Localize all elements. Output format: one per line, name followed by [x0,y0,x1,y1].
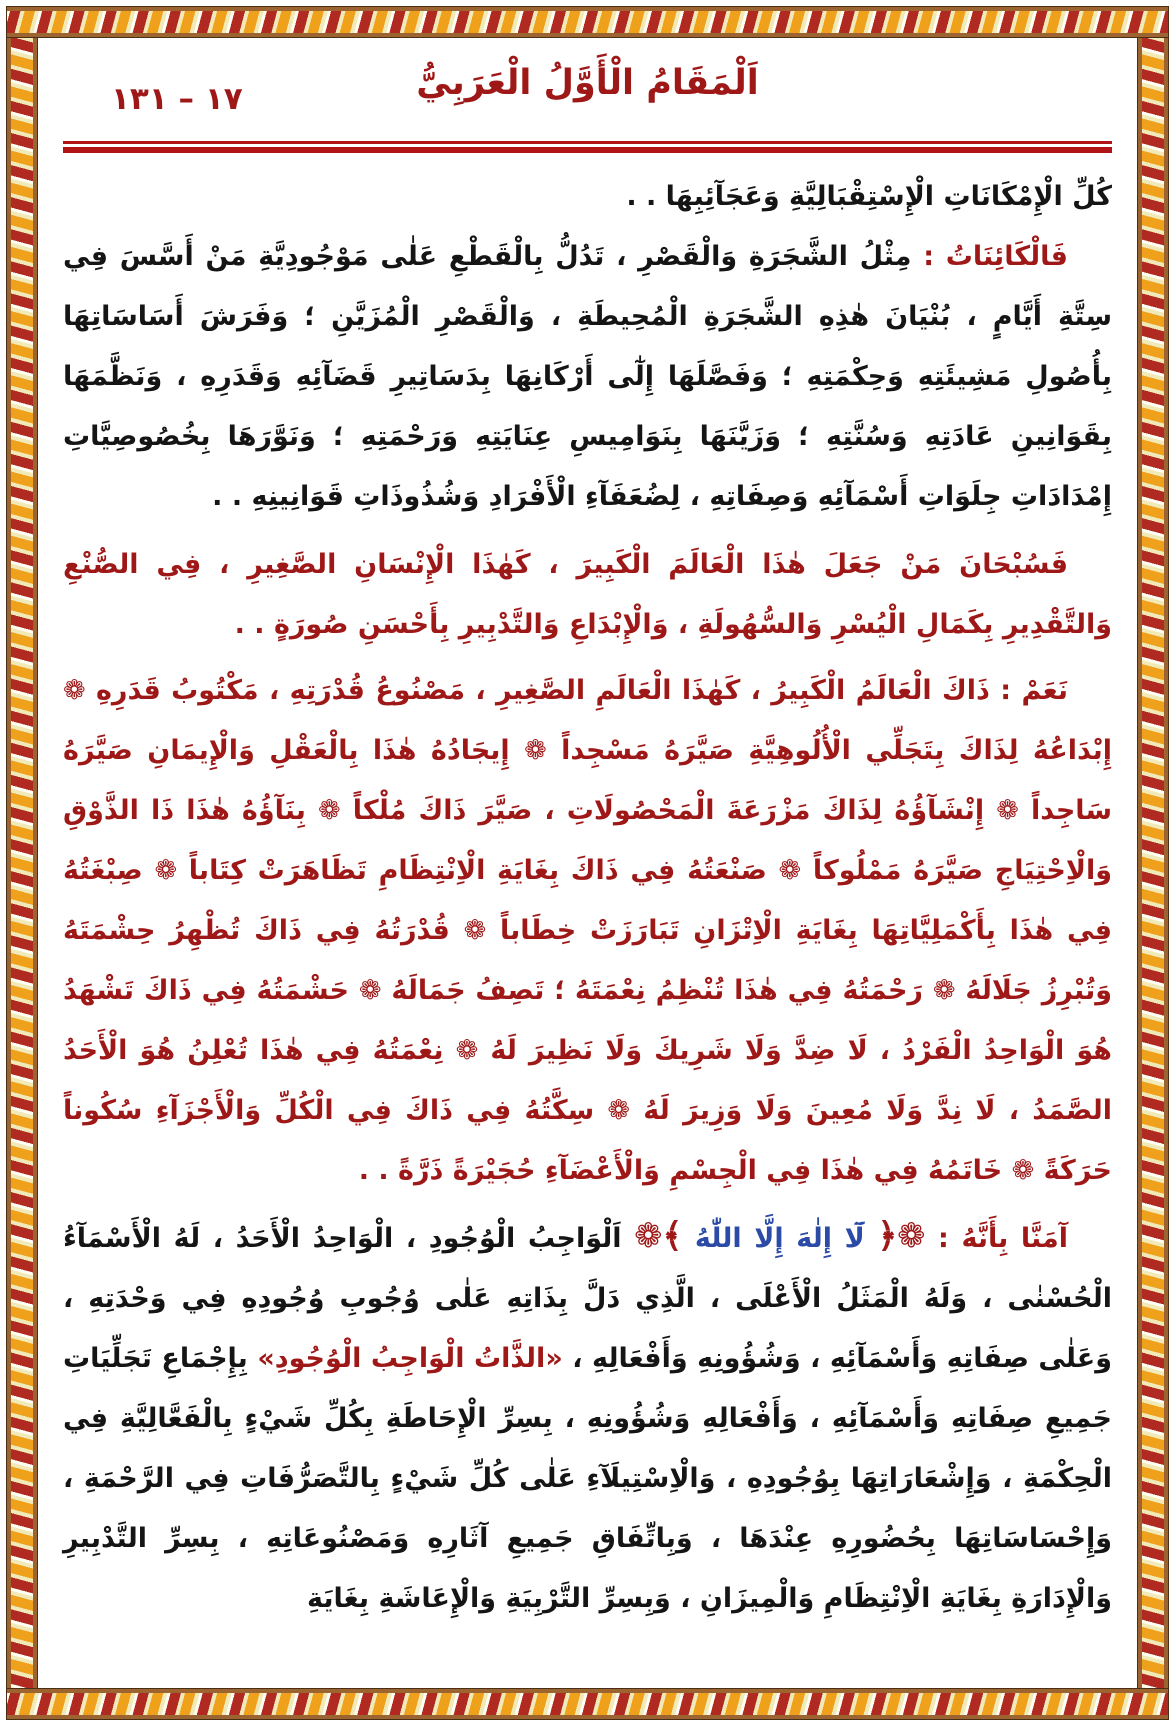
ornate-bracket: ❁﴿ [877,1216,926,1255]
text-run: «الذَّاتُ الْوَاجِبُ الْوُجُودِ» [257,1343,563,1374]
text-run: اَلْوَاجِبُ الْوُجُودِ ، الْوَاحِدُ الْأَحَدُ ، لَهُ الْأَسْمَآءُ الْحُسْنٰى ، وَلَهُ الْمَثَلُ الْأَعْلَى ، الَّذِي دَلَّ بِذَاتِهِ عَلٰى وُجُوبِ وُجُودِهِ فِي وَحْدَتِهِ ، وَعَلٰى صِفَاتِهِ وَأَسْمَآئِهِ ، وَشُؤُونِهِ وَأَفْعَالِهِ ، [63,1223,1112,1374]
border-top-edge [7,7,1168,37]
header-rule [63,141,1112,153]
border-bottom-edge [7,1689,1168,1719]
page-content [37,37,1138,1689]
ornate-bracket: ﴾❁ [634,1216,683,1255]
text-run: لَٓا إِلٰهَ إِلَّا اللّٰهُ [682,1223,878,1254]
text-run: بِإِجْمَاعِ تَجَلِّيَاتِ جَمِيعِ صِفَاتِهِ وَأَسْمَآئِهِ ، وَأَفْعَالِهِ وَشُؤُونِهِ ، بِسِرِّ الْإِحَاطَةِ بِكُلِّ شَيْءٍ بِالْفَعَّالِيَّةِ فِي الْحِكْمَةِ ، وَإِشْعَارَاتِهَا بِوُجُودِهِ ، وَالْاِسْتِيلَآءِ عَلٰى كُلِّ شَيْءٍ بِالتَّصَرُّفَاتِ فِي الرَّحْمَةِ ، وَإِحْسَاسَاتِهَا بِحُضُورِهِ عِنْدَهَا ، وَبِاتِّفَاقِ جَمِيعِ آثَارِهِ وَمَصْنُوعَاتِهِ ، بِسِرِّ التَّدْبِيرِ وَالْإِدَارَةِ بِغَايَةِ الْاِنْتِظَامِ وَالْمِيزَانِ ، وَبِسِرِّ التَّرْبِيَةِ وَالْإِعَاشَةِ بِغَايَةِ [63,1343,1112,1614]
comparison-paragraph [63,661,1112,1201]
cosmos-paragraph [63,227,1112,527]
border-right-edge [1138,7,1168,1719]
tasbih-paragraph [63,535,1112,655]
page-title: اَلْمَقَامُ الْأَوَّلُ الْعَرَبِيُّ [416,63,759,103]
text-run: فَالْكَائِنَاتُ : [911,241,1068,272]
iman-paragraph [63,1209,1112,1629]
text-run: آمَنَّا بِأَنَّهُ : [925,1223,1068,1254]
body-text [63,167,1112,1629]
border-left-edge [7,7,37,1719]
page-number: ١٧ – ١٣١ [111,81,243,117]
text-run: كُلِّ الْإِمْكَانَاتِ الْإِسْتِقْبَالِيَّةِ وَعَجَآئِبِهَا . . [626,181,1112,212]
page-header [63,37,1112,141]
text-run: فَسُبْحَانَ مَنْ جَعَلَ هٰذَا الْعَالَمَ الْكَبِيرَ ، كَهٰذَا الْإِنْسَانِ الصَّغِيرِ ، فِي الصُّنْعِ وَالتَّقْدِيرِ بِكَمَالِ الْيُسْرِ وَالسُّهُولَةِ ، وَالْإِبْدَاعِ وَالتَّدْبِيرِ بِأَحْسَنِ صُورَةٍ . . [63,549,1112,640]
continuation-paragraph [63,167,1112,227]
text-run: نَعَمْ : ذَاكَ الْعَالَمُ الْكَبِيرُ ، كَهٰذَا الْعَالَمِ الصَّغِيرِ ، مَصْنُوعُ قُدْرَتِهِ ، مَكْتُوبُ قَدَرِهِ ❁ إِبْدَاعُهُ لِذَاكَ بِتَجَلِّي الْأُلُوهِيَّةِ صَيَّرَهُ مَسْجِداً ❁ إِيجَادُهُ هٰذَا بِالْعَقْلِ وَالْإِيمَانِ صَيَّرَهُ سَاجِداً ❁ إِنْشَآؤُهُ لِذَاكَ مَزْرَعَةَ الْمَحْصُولَاتِ ، صَيَّرَ ذَاكَ مُلْكاً ❁ بِنَآؤُهُ هٰذَا ذَا الذَّوْقِ وَالْاِحْتِيَاجِ صَيَّرَهُ مَمْلُوكاً ❁ صَنْعَتُهُ فِي ذَاكَ بِغَايَةِ الْاِنْتِظَامِ تَظَاهَرَتْ كِتَاباً ❁ صِبْغَتُهُ فِي هٰذَا بِأَكْمَلِيَّاتِهَا بِغَايَةِ الْاِتْزَانِ تَبَارَزَتْ خِطَاباً ❁ قُدْرَتُهُ فِي ذَاكَ تُظْهِرُ حِشْمَتَهُ وَتُبْرِزُ جَلَالَهُ ❁ رَحْمَتُهُ فِي هٰذَا تُنْظِمُ نِعْمَتَهُ ؛ تَصِفُ جَمَالَهُ ❁ حَشْمَتُهُ فِي ذَاكَ تَشْهَدُ هُوَ الْوَاحِدُ الْفَرْدُ ، لَا ضِدَّ وَلَا شَرِيكَ وَلَا نَظِيرَ لَهُ ❁ نِعْمَتُهُ فِي هٰذَا تُعْلِنُ هُوَ الْأَحَدُ الصَّمَدُ ، لَا نِدَّ وَلَا مُعِينَ وَلَا وَزِيرَ لَهُ ❁ سِكَّتُهُ فِي ذَاكَ فِي الْكُلِّ وَالْأَجْزَآءِ سُكُوناً حَرَكَةً ❁ خَاتَمُهُ فِي هٰذَا فِي الْجِسْمِ وَالْأَعْضَآءِ حُجَيْرَةً ذَرَّةً . . [63,675,1112,1186]
text-run: مِثْلُ الشَّجَرَةِ وَالْقَصْرِ ، تَدُلُّ بِالْقَطْعِ عَلٰى مَوْجُودِيَّةِ مَنْ أَسَّسَ فِي سِتَّةِ أَيَّامٍ ، بُنْيَانَ هٰذِهِ الشَّجَرَةِ الْمُحِيطَةِ ، وَالْقَصْرِ الْمُزَيَّنِ ؛ وَفَرَشَ أَسَاسَاتِهَا بِأُصُولِ مَشِيئَتِهِ وَحِكْمَتِهِ ؛ وَفَصَّلَهَا إِلٰٓى أَرْكَانِهَا بِدَسَاتِيرِ قَضَآئِهِ وَقَدَرِهِ ، وَنَظَّمَهَا بِقَوَانِينِ عَادَتِهِ وَسُنَّتِهِ ؛ وَزَيَّنَهَا بِنَوَامِيسِ عِنَايَتِهِ وَرَحْمَتِهِ ؛ وَنَوَّرَهَا بِخُصُوصِيَّاتِ إِمْدَادَاتِ جِلَوَاتِ أَسْمَآئِهِ وَصِفَاتِهِ ، لِضُعَفَآءِ الْأَفْرَادِ وَشُذُوذَاتِ قَوَانِينِهِ . . [63,241,1112,512]
